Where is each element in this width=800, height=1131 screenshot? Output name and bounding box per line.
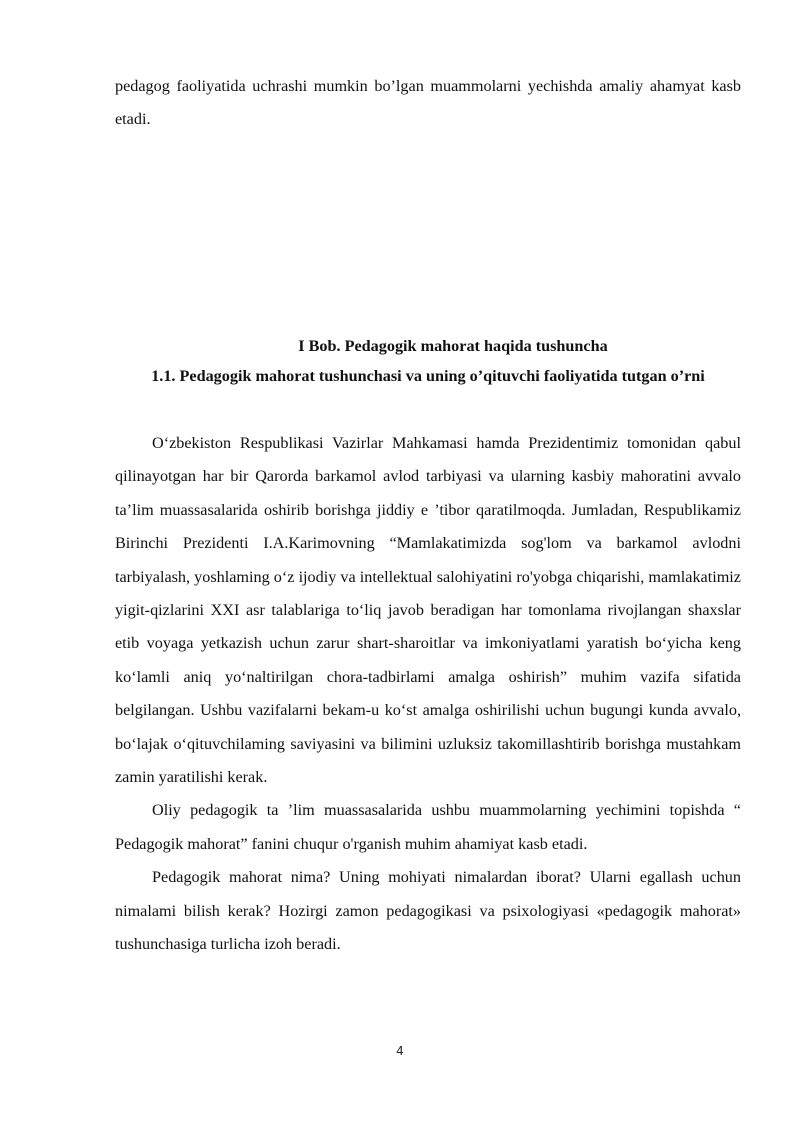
intro-paragraph: pedagog faoliyatida uchrashi mumkin bo’lgan muammolarni yechishda amaliy ahamyat kasb etadi. [115,77,741,129]
page-number: 4 [396,1044,404,1058]
heading-block [115,331,741,391]
paragraph-2: Oliy pedagogik ta ’lim muassasalarida ushbu muammolarning yechimini topishda “ Pedagogik mahorat” fanini chuqur o'rganish muhim ahamiyat kasb etadi. [115,801,741,853]
paragraph-3: Pedagogik mahorat nima? Uning mohiyati nimalardan iborat? Ularni egallash uchun nimalami bilish kerak? Hozirgi zamon pedagogikasi va psixologiyasi «pedagogik mahorat» tushunchasiga turlicha izoh beradi. [115,868,741,954]
body-text [115,427,741,962]
section-title: 1.1. Pedagogik mahorat tushunchasi va uning o’qituvchi faoliyatida tutgan o’rni [151,367,705,385]
paragraph-1: O‘zbekiston Respublikasi Vazirlar Mahkamasi hamda Prezidentimiz tomonidan qabul qilinayotgan har bir Qarorda barkamol avlod tarbiyasi va ularning kasbiy mahoratini avvalo ta’lim muassasalarida oshirib borishga jiddiy e ’tibor qaratilmoqda. Jumladan, Respublikamiz Birinchi Prezidenti I.A.Karimovning “Mamlakatimizda sog'lom va barkamol avlodni tarbiyalash, yoshlaming o‘z ijodiy va intellektual salohiyatini ro'yobga chiqarishi, mamlakatimiz yigit-qizlarini XXI asr talablariga to‘liq javob beradigan har tomonlama rivojlangan shaxslar etib voyaga yetkazish uchun zarur shart-sharoitlar va imkoniyatlami yaratish bo‘yicha keng ko‘lamli aniq yo‘naltirilgan chora-tadbirlami amalga oshirish” muhim vazifa sifatida belgilangan. Ushbu vazifalarni bekam-u ko‘st amalga oshirilishi uchun bugungi kunda avvalo, bo‘lajak o‘qituvchilaming saviyasini va bilimini uzluksiz takomillashtirib borishga mustahkam zamin yaratilishi kerak. [115,434,741,787]
chapter-title: I Bob. Pedagogik mahorat haqida tushuncha [298,337,608,355]
